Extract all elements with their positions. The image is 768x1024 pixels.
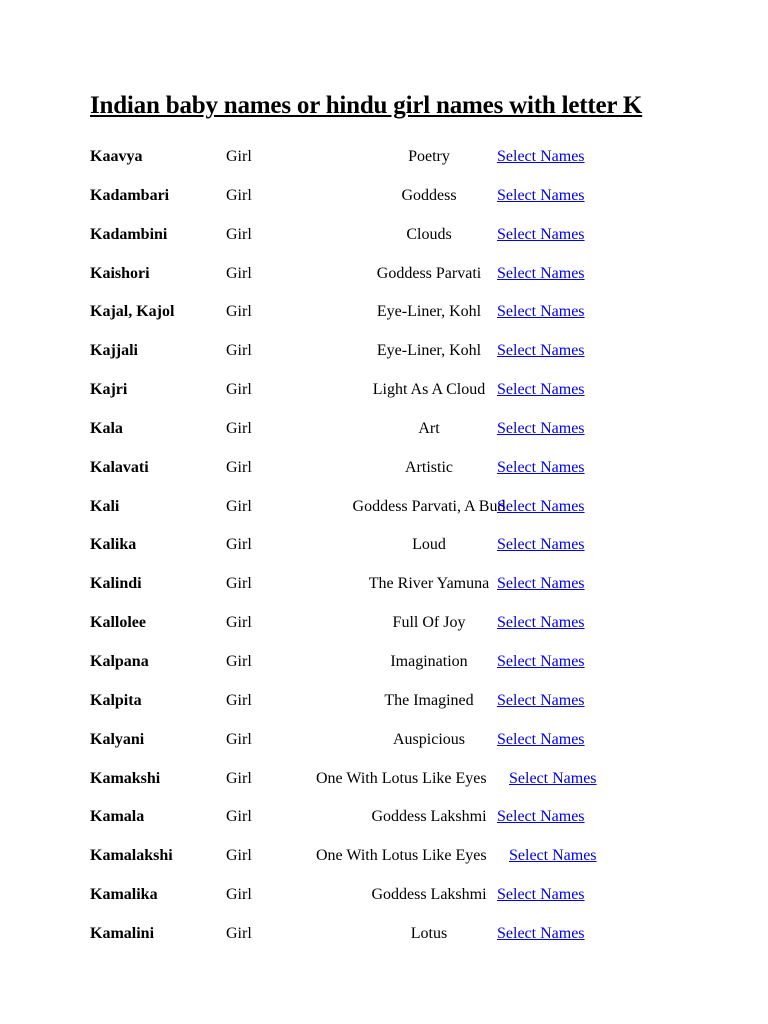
baby-name: Kalpana <box>90 652 149 670</box>
select-names-link[interactable]: Select Names <box>497 924 585 942</box>
select-names-link[interactable]: Select Names <box>497 536 585 554</box>
gender: Girl <box>226 730 252 748</box>
baby-name: Kajri <box>90 381 128 399</box>
baby-name: Kallolee <box>90 614 146 632</box>
name-row <box>0 689 768 728</box>
baby-name: Kadambini <box>90 225 168 243</box>
select-names-link[interactable]: Select Names <box>497 342 585 360</box>
meaning: Goddess Parvati <box>376 264 482 282</box>
baby-name: Kalindi <box>90 575 142 593</box>
name-row <box>0 767 768 806</box>
gender: Girl <box>226 342 252 360</box>
gender: Girl <box>226 808 252 826</box>
name-row <box>0 184 768 223</box>
name-row <box>0 883 768 922</box>
name-row <box>0 572 768 611</box>
gender: Girl <box>226 614 252 632</box>
baby-name: Kalyani <box>90 730 145 748</box>
gender: Girl <box>226 148 252 165</box>
page-title: Indian baby names or hindu girl names with letter K <box>90 92 643 119</box>
select-names-link[interactable]: Select Names <box>497 264 585 282</box>
gender: Girl <box>226 652 252 670</box>
select-names-link[interactable]: Select Names <box>509 847 597 865</box>
baby-name: Kamakshi <box>90 769 161 787</box>
name-row <box>0 223 768 262</box>
name-row <box>0 495 768 534</box>
name-row <box>0 339 768 378</box>
meaning: Goddess Lakshmi <box>371 808 487 826</box>
baby-name: Kalika <box>90 536 137 554</box>
select-names-link[interactable]: Select Names <box>497 186 585 204</box>
meaning: Loud <box>412 536 446 554</box>
baby-name: Kamalakshi <box>90 847 173 865</box>
baby-name: Kali <box>90 497 120 515</box>
meaning: Full Of Joy <box>392 614 466 632</box>
select-names-link[interactable]: Select Names <box>497 497 585 515</box>
name-row <box>0 533 768 572</box>
meaning: One With Lotus Like Eyes <box>316 769 487 787</box>
gender: Girl <box>226 536 252 554</box>
meaning: The Imagined <box>384 691 474 709</box>
name-row <box>0 417 768 456</box>
gender: Girl <box>226 497 252 515</box>
gender: Girl <box>226 769 252 787</box>
meaning: Poetry <box>408 148 450 165</box>
meaning: The River Yamuna <box>368 575 490 593</box>
meaning: Goddess Parvati, A Bud <box>352 497 506 515</box>
baby-name: Kamalika <box>90 886 158 904</box>
names-list <box>0 145 768 961</box>
select-names-link[interactable]: Select Names <box>509 769 597 787</box>
name-row <box>0 650 768 689</box>
name-row <box>0 728 768 767</box>
baby-name: Kamala <box>90 808 145 826</box>
name-row <box>0 378 768 417</box>
meaning: Eye-Liner, Kohl <box>376 342 482 360</box>
gender: Girl <box>226 575 252 593</box>
meaning: Goddess <box>401 186 457 204</box>
select-names-link[interactable]: Select Names <box>497 886 585 904</box>
meaning: Goddess Lakshmi <box>371 886 487 904</box>
name-row <box>0 611 768 650</box>
baby-name: Kalavati <box>90 458 149 476</box>
gender: Girl <box>226 458 252 476</box>
name-row <box>0 145 768 184</box>
select-names-link[interactable]: Select Names <box>497 652 585 670</box>
name-row <box>0 262 768 301</box>
select-names-link[interactable]: Select Names <box>497 148 585 165</box>
gender: Girl <box>226 419 252 437</box>
select-names-link[interactable]: Select Names <box>497 458 585 476</box>
select-names-link[interactable]: Select Names <box>497 614 585 632</box>
select-names-link[interactable]: Select Names <box>497 691 585 709</box>
gender: Girl <box>226 691 252 709</box>
name-row <box>0 922 768 961</box>
meaning: Lotus <box>410 924 448 942</box>
baby-name: Kamalini <box>90 924 155 942</box>
name-row <box>0 300 768 339</box>
gender: Girl <box>226 264 252 282</box>
gender: Girl <box>226 381 252 399</box>
meaning: Art <box>418 419 440 437</box>
baby-name: Kaishori <box>90 264 150 282</box>
meaning: One With Lotus Like Eyes <box>316 847 487 865</box>
meaning: Artistic <box>405 458 453 476</box>
select-names-link[interactable]: Select Names <box>497 381 585 399</box>
meaning: Eye-Liner, Kohl <box>376 303 482 321</box>
select-names-link[interactable]: Select Names <box>497 730 585 748</box>
gender: Girl <box>226 924 252 942</box>
baby-name: Kajal, Kajol <box>90 303 175 321</box>
baby-name: Kajjali <box>90 342 138 360</box>
name-row <box>0 844 768 883</box>
select-names-link[interactable]: Select Names <box>497 575 585 593</box>
name-row <box>0 805 768 844</box>
select-names-link[interactable]: Select Names <box>497 225 585 243</box>
gender: Girl <box>226 303 252 321</box>
select-names-link[interactable]: Select Names <box>497 808 585 826</box>
baby-name: Kaavya <box>90 148 143 165</box>
gender: Girl <box>226 847 252 865</box>
select-names-link[interactable]: Select Names <box>497 303 585 321</box>
meaning: Imagination <box>390 652 468 670</box>
baby-name: Kala <box>90 419 123 437</box>
meaning: Clouds <box>406 225 452 243</box>
name-row <box>0 456 768 495</box>
gender: Girl <box>226 886 252 904</box>
gender: Girl <box>226 225 252 243</box>
gender: Girl <box>226 186 252 204</box>
select-names-link[interactable]: Select Names <box>497 419 585 437</box>
meaning: Auspicious <box>393 730 465 748</box>
baby-name: Kadambari <box>90 186 170 204</box>
baby-name: Kalpita <box>90 691 142 709</box>
meaning: Light As A Cloud <box>372 381 486 399</box>
